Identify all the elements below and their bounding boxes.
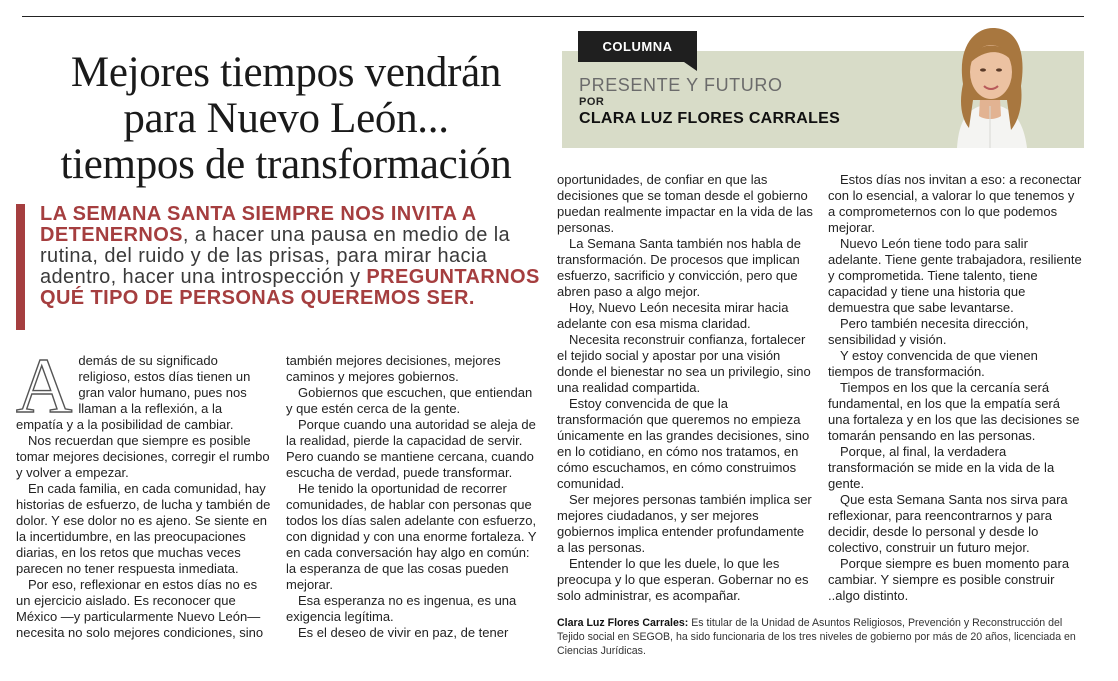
body-column-1 (16, 342, 272, 641)
headline-line-1: Mejores tiempos vendrán (70, 49, 502, 96)
author-portrait (935, 20, 1045, 148)
body-column-3 (557, 172, 813, 604)
paragraph: Hoy, Nuevo León necesita mirar hacia adelante con esa misma claridad. (557, 300, 789, 331)
paragraph: Es el deseo de vivir en paz, de tener (298, 625, 509, 640)
paragraph: Pero también necesita dirección, sensibilidad y visión. (828, 316, 1029, 347)
top-rule (22, 16, 1084, 17)
column-tab-tail (684, 62, 697, 71)
deck-text (40, 204, 540, 309)
paragraph: Esa esperanza no es ingenua, es una exigencia legítima. (286, 593, 517, 624)
paragraph: Que esta Semana Santa nos sirva para reflexionar, para reencontrarnos y para decidir, desde lo personal y desde lo colectivo, construir un futuro mejor. (828, 492, 1068, 555)
paragraph: Estos días nos invitan a eso: a reconectar con lo esencial, a valorar lo que tenemos y a comprometernos con lo que podemos mejorar. (828, 172, 1082, 235)
paragraph: He tenido la oportunidad de recorrer comunidades, de hablar con personas que todos los días salen adelante con esfuerzo, con dignidad y con una enorme fortaleza. Y en cada conversación hay algo en común: la esperanza de que las cosas pueden mejorar. (286, 481, 537, 592)
deck-end-bold: PREGUNTARNOS QUÉ TIPO DE PERSONAS QUEREMOS SER. (40, 266, 540, 309)
paragraph: La Semana Santa también nos habla de transformación. De procesos que implican esfuerzo, sacrificio y convicción, pero que abren paso a algo mejor. (557, 236, 802, 299)
paragraph: Tiempos en los que la cercanía será fundamental, en los que la empatía será una fortaleza y en los que las decisiones se tomarán pensando en las personas. (828, 380, 1080, 443)
author-name: CLARA LUZ FLORES CARRALES (579, 110, 841, 127)
paragraph: oportunidades, de confiar en que las decisiones que se toman desde el gobierno puedan realmente impactar en la vida de las personas. (557, 172, 813, 235)
paragraph: Estoy convencida de que la transformación que queremos no empieza únicamente en las grandes decisiones, sino en lo cotidiano, en cómo nos tratamos, en cómo escuchamos, en cómo construimos comunidad. (557, 396, 810, 491)
author-bio (557, 616, 1081, 658)
section-name: PRESENTE Y FUTURO (579, 75, 783, 95)
headline-line-2: para Nuevo León... (123, 95, 449, 142)
paragraph: Necesita reconstruir confianza, fortalecer el tejido social y apostar por una visión donde el bienestar no sea un privilegio, sino una realidad compartida. (557, 332, 811, 395)
headline-line-3: tiempos de transformación (60, 141, 512, 188)
bio-name: Clara Luz Flores Carrales: (557, 617, 689, 629)
paragraph: Gobiernos que escuchen, que entiendan y que estén cerca de la gente. (286, 385, 533, 416)
body-column-4 (828, 172, 1084, 604)
paragraph (16, 342, 272, 433)
paragraph: Porque, al final, la verdadera transformación se mide en la vida de la gente. (828, 444, 1055, 491)
paragraph: Porque cuando una autoridad se aleja de la realidad, pierde la capacidad de servir. Pero cuando se mantiene cercana, cuando escucha de verdad, puede transformar. (286, 417, 536, 480)
bio-text: Es titular de la Unidad de Asuntos Religiosos, Prevención y Reconstrucción del Tejido social en SEGOB, ha sido funcionaria de los tres niveles de gobierno por más de 20 años, licenciada en Ciencias Jurídicas. (557, 617, 1076, 657)
deck-accent-bar (16, 204, 25, 330)
paragraph: Nos recuerdan que siempre es posible tomar mejores decisiones, corregir el rumbo y volver a empezar. (16, 433, 270, 480)
byline-por: POR (579, 96, 605, 108)
deck-lead-bold: LA SEMANA SANTA SIEMPRE NOS INVITA A DETENERNOS (40, 203, 476, 246)
paragraph: Por eso, reflexionar en estos días no es un ejercicio aislado. Es reconocer que México —y particularmente Nuevo León— necesita no solo mejores condiciones, sino (16, 577, 264, 640)
paragraph-text: demás de su significado religioso, estos días tienen un gran valor humano, pues nos llaman a la reflexión, a la empatía y a la posibilidad de cambiar. (16, 353, 251, 432)
paragraph: Ser mejores personas también implica ser mejores ciudadanos, y ser mejores gobiernos implica entender profundamente a las personas. (557, 492, 812, 555)
body-column-2 (286, 353, 542, 641)
headline (36, 50, 536, 188)
deck-middle: , a hacer una pausa en medio de la rutina, del ruido y de las prisas, para mirar hacia adentro, hacer una introspección y (40, 224, 511, 288)
paragraph: En cada familia, en cada comunidad, hay historias de esfuerzo, de lucha y también de dolor. Y ese dolor no es ajeno. Se siente en la incertidumbre, en las preocupaciones diarias, en los retos que muchas veces parecen no tener respuesta inmediata. (16, 481, 271, 576)
paragraph: Nuevo León tiene todo para salir adelante. Tiene gente trabajadora, resiliente y comprometida. Tiene talento, tiene capacidad y tiene una historia que demuestra que sabe levantarse. (828, 236, 1082, 315)
drop-cap: A (16, 342, 73, 429)
column-tab: COLUMNA (578, 31, 697, 62)
paragraph: Y estoy convencida de que vienen tiempos de transformación. (828, 348, 1038, 379)
paragraph: Porque siempre es buen momento para cambiar. Y siempre es posible construir ..algo distinto. (828, 556, 1070, 603)
paragraph: también mejores decisiones, mejores caminos y mejores gobiernos. (286, 353, 501, 384)
paragraph: Entender lo que les duele, lo que les preocupa y lo que esperan. Gobernar no es solo administrar, es acompañar. (557, 556, 809, 603)
